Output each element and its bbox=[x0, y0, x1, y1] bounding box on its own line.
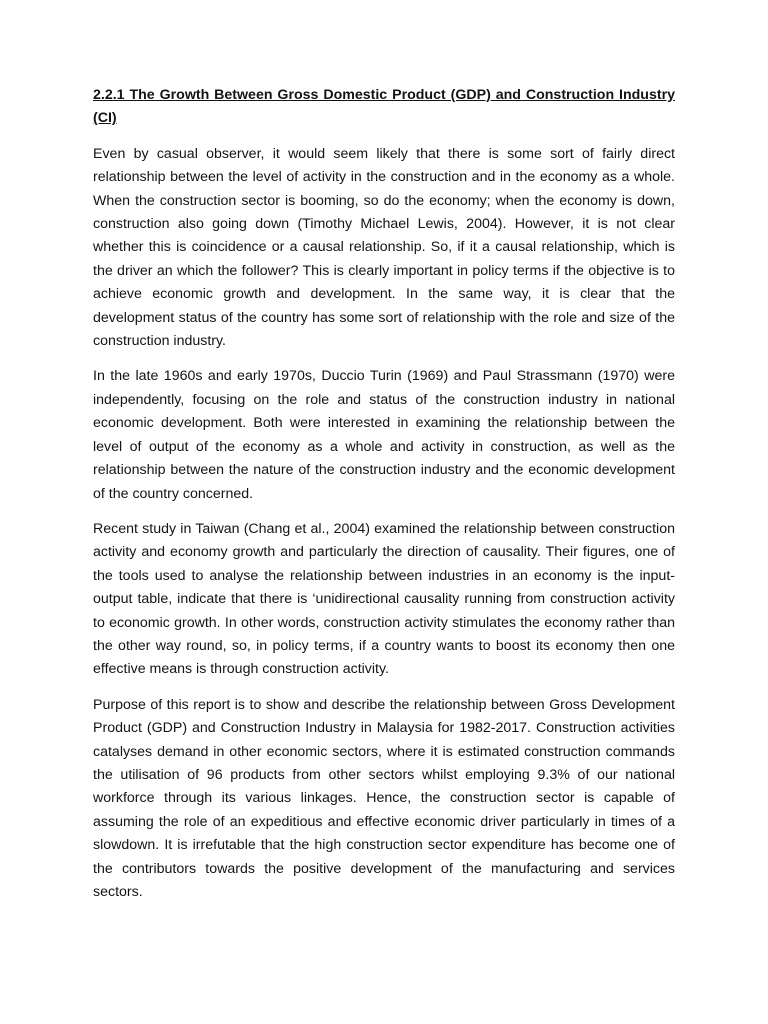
section-heading: 2.2.1 The Growth Between Gross Domestic Product (GDP) and Construction Industry (CI) bbox=[93, 87, 675, 127]
paragraph-taiwan-study: Recent study in Taiwan (Chang et al., 2004) examined the relationship between construction activity and economy growth and particularly the direction of causality. Their figures, one of the tools used to analyse the relationship between industries in an economy is the input-output table, indicate that there is ‘unidirectional causality running from construction activity to economic growth. In other words, construction activity stimulates the economy rather than the other way round, so, in policy terms, if a country wants to boost its economy then one effective means is through construction activity. bbox=[93, 520, 675, 678]
document-page bbox=[93, 84, 675, 916]
paragraph-casual-observer: Even by casual observer, it would seem likely that there is some sort of fairly direct relationship between the level of activity in the construction and in the economy as a whole. When the construction sector is booming, so do the economy; when the economy is down, construction also going down (Timothy Michael Lewis, 2004). However, it is not clear whether this is coincidence or a causal relationship. So, if it a causal relationship, which is the driver an which the follower? This is clearly important in policy terms if the objective is to achieve economic growth and development. In the same way, it is clear that the development status of the country has some sort of relationship with the role and size of the construction industry. bbox=[93, 145, 675, 350]
paragraph-turin-strassmann: In the late 1960s and early 1970s, Duccio Turin (1969) and Paul Strassmann (1970) were independently, focusing on the role and status of the construction industry in national economic development. Both were interested in examining the relationship between the level of output of the economy as a whole and activity in construction, as well as the relationship between the nature of the construction industry and the economic development of the country concerned. bbox=[93, 368, 675, 502]
paragraph-report-purpose: Purpose of this report is to show and describe the relationship between Gross Development Product (GDP) and Construction Industry in Malaysia for 1982-2017. Construction activities catalyses demand in other economic sectors, where it is estimated construction commands the utilisation of 96 products from other sectors whilst employing 9.3% of our national workforce through its various linkages. Hence, the construction sector is capable of assuming the role of an expeditious and effective economic driver particularly in times of a slowdown. It is irrefutable that the high construction sector expenditure has become one of the contributors towards the positive development of the manufacturing and services sectors. bbox=[93, 696, 675, 900]
